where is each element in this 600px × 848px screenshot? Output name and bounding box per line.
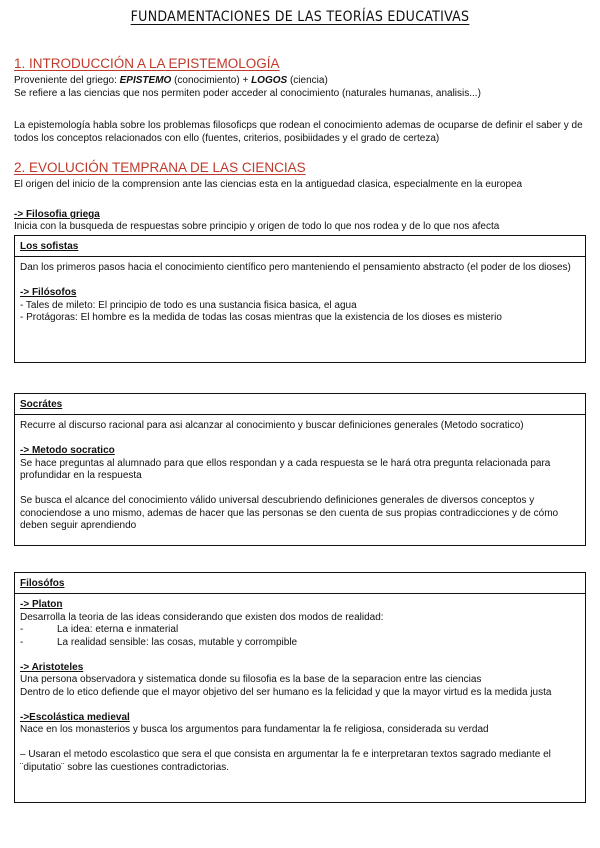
filosofos-body xyxy=(15,594,585,774)
aristoteles-text-2: Dentro de lo etico defiende que el mayor objetivo del ser humano es la felicidad y que la mayor virtud es la medida justa xyxy=(20,686,552,698)
metodo-socratico-heading: -> Metodo socratico xyxy=(20,445,115,456)
aristoteles-heading: -> Aristoteles xyxy=(20,661,84,673)
section-2-intro: El origen del inicio de la comprension ante las ciencias esta en la antiguedad clasica, especialmente en la europea xyxy=(14,179,523,190)
escolastica-paragraph: – Usaran el metodo escolastico que sera el que consista en argumentar la fe e interpretaran textos sagrado mediante el ¨diputatio¨ sobre las cuestiones contradictorias. xyxy=(20,749,551,773)
term-episteme: EPISTEMO xyxy=(119,75,172,86)
filosofia-griega-heading: -> Filosofia griega xyxy=(14,209,100,220)
protagoras-item: - Protágoras: El hombre es la medida de todas las cosas mientras que la existencia de los dioses es misterio xyxy=(20,312,502,323)
filosofos-heading: Filosófos xyxy=(15,573,585,594)
escolastica-text: Nace en los monasterios y busca los argumentos para fundamentar la fe religiosa, considerada su verdad xyxy=(20,724,489,735)
socrates-box xyxy=(14,393,586,546)
platon-item-idea-text: La idea: eterna e inmaterial xyxy=(57,624,179,635)
etymology-suffix: (ciencia) xyxy=(287,75,328,86)
filosofos-box xyxy=(14,572,586,803)
filosofos-subheading: -> Filósofos xyxy=(20,287,77,298)
socrates-heading: Socrátes xyxy=(15,394,585,415)
section-1-definition: Se refiere a las ciencias que nos permiten poder acceder al conocimiento (naturales humanas, analisis...) xyxy=(14,88,481,99)
sofistas-box xyxy=(14,235,586,363)
platon-item-realidad-text: La realidad sensible: las cosas, mutable y corrompible xyxy=(57,636,298,648)
etymology-prefix: Proveniente del griego: xyxy=(14,75,120,86)
term-logos: LOGOS xyxy=(251,75,288,86)
socrates-text: Recurre al discurso racional para asi alcanzar al conocimiento y buscar definiciones generales (Metodo socratico) xyxy=(20,420,524,431)
tales-item: - Tales de mileto: El principio de todo es una sustancia fisica basica, el agua xyxy=(20,299,357,311)
etymology-mid: (conocimiento) + xyxy=(171,75,252,86)
metodo-socratico-text: Se hace preguntas al alumnado para que ellos respondan y a cada respuesta se le hará otra pregunta relacionada para profundidar en la respuesta xyxy=(20,457,551,481)
section-1-etymology xyxy=(14,75,586,88)
section-1-paragraph: La epistemología habla sobre los problemas filosoficps que rodean el conocimiento ademas de ocuparse de definir el saber y de todos los conceptos relacionados con ello (fuentes, criterios, posibiidades y el grado de certeza) xyxy=(14,120,583,144)
socrates-paragraph: Se busca el alcance del conocimiento válido universal descubriendo definiciones generales de diversos conceptos y conociendose a uno mismo, ademas de hacer que las personas se den cuenta de sus propias contradicciones y de cómo deben seguir aprendiendo xyxy=(20,495,559,531)
document-title: FUNDAMENTACIONES DE LAS TEORÍAS EDUCATIVAS xyxy=(130,9,470,25)
platon-heading: -> Platon xyxy=(20,599,63,610)
platon-item-idea xyxy=(20,624,580,637)
sofistas-text: Dan los primeros pasos hacia el conocimiento científico pero manteniendo el pensamiento abstracto (el poder de los dioses) xyxy=(20,262,571,273)
platon-text: Desarrolla la teoria de las ideas considerando que existen dos modos de realidad: xyxy=(20,611,384,623)
platon-item-realidad xyxy=(20,637,580,650)
list-dash: - xyxy=(20,624,24,635)
socrates-body xyxy=(15,415,585,533)
sofistas-heading: Los sofistas xyxy=(15,236,585,257)
sofistas-body xyxy=(15,257,585,325)
section-2-heading: 2. EVOLUCIÓN TEMPRANA DE LAS CIENCIAS xyxy=(14,160,306,175)
filosofia-griega-text: Inicia con la busqueda de respuestas sobre principio y origen de todo lo que nos rodea y de lo que nos afecta xyxy=(14,221,500,232)
aristoteles-text-1: Una persona observadora y sistematica donde su filosofia es la base de la separacion entre las ciencias xyxy=(20,674,482,685)
escolastica-heading: ->Escolástica medieval xyxy=(20,711,130,723)
list-dash: - xyxy=(20,636,24,648)
section-1-heading: 1. INTRODUCCIÓN A LA EPISTEMOLOGÍA xyxy=(14,56,280,71)
